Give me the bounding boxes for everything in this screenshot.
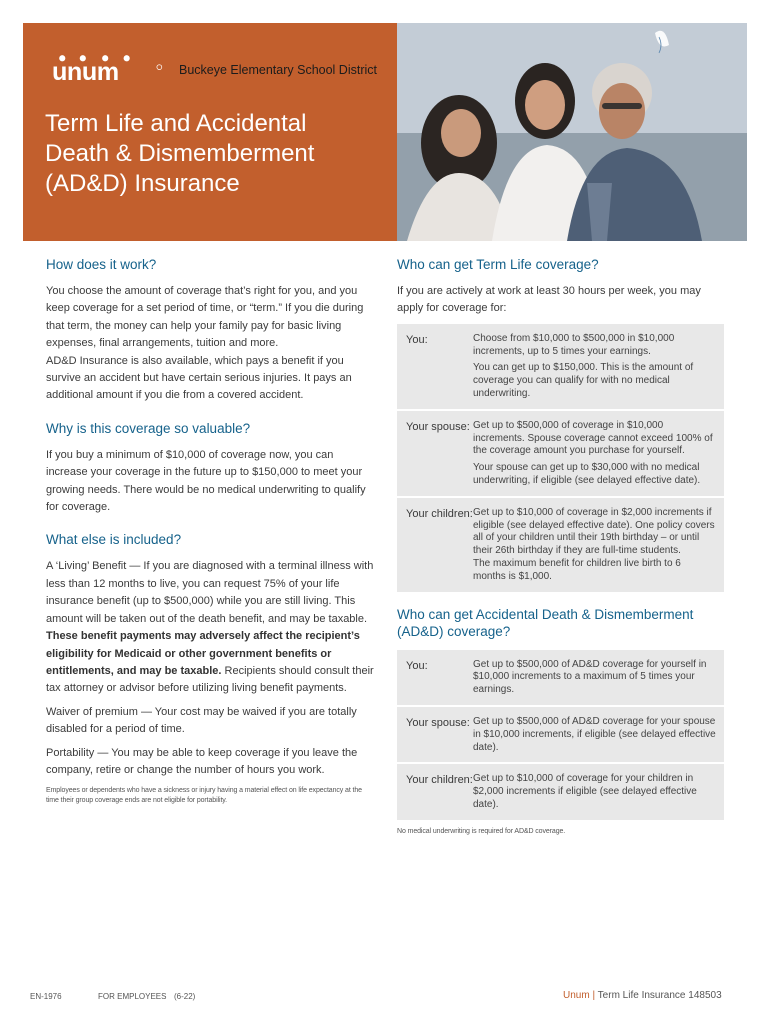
left-column — [46, 256, 376, 805]
hero-banner — [23, 23, 747, 241]
how-paragraph-2: AD&D Insurance is also available, which pays a benefit if you survive an accident but have certain serious injuries. It pays an additional amount if you die from a covered accident. — [46, 354, 352, 402]
row-description: Get up to $500,000 of AD&D coverage for your spouse in $10,000 increments, if eligible (see delayed effective date). — [473, 715, 716, 753]
living-benefit-paragraph: A ‘Living’ Benefit — If you are diagnosed with a terminal illness with less than 12 months to live, you can request 75% of your life insurance benefit (up to $500,000) while you are still living. This amount will be taken out of the death benefit, and may be taxable. These benefit payments may adversely affect the recipient’s eligibility for Medicaid or other government benefits or entitlements, and may be taxable. Recipients should consult their tax attorney or advisor before utilizing living benefit payments. — [46, 560, 374, 695]
table-row — [397, 707, 724, 764]
row-label: Your children: — [406, 507, 473, 520]
living-benefit-label: A ‘Living’ Benefit — [46, 560, 127, 573]
footer-doc-id: Unum | Term Life Insurance 148503 — [563, 990, 722, 1001]
portability-paragraph: Portability — You may be able to keep coverage if you leave the company, retire or change the number of hours you work. — [46, 746, 358, 776]
add-table — [397, 650, 724, 820]
how-paragraph-1: You choose the amount of coverage that’s right for you, and you keep coverage for a set period of time, or “term.” If you die during that term, the money can help your family pay for basic living expenses, final arrangements, tuition and more. — [46, 285, 364, 350]
row-label: You: — [406, 333, 428, 346]
right-column — [397, 256, 727, 836]
footer-brand: Unum — [563, 990, 590, 1001]
row-description: Get up to $10,000 of coverage for your children in $2,000 increments if eligible (see delayed effective date). — [473, 773, 697, 810]
footer-audience: FOR EMPLOYEES — [98, 992, 167, 1001]
row-label: Your spouse: — [406, 420, 470, 433]
district-name: Buckeye Elementary School District — [179, 63, 377, 77]
row-description: Choose from $10,000 to $500,000 in $10,000 increments, up to 5 times your earnings. You can get up to $150,000. This is the amount of coverage you can qualify for with no medical underwriting. — [473, 332, 694, 399]
portability-footnote: Employees or dependents who have a sickness or injury having a material effect on life expectancy at the time their group coverage ends are not eligible for portability. — [46, 787, 362, 804]
page-title: Term Life and Accidental Death & Dismemberment (AD&D) Insurance — [45, 110, 315, 197]
footer-code: EN-1976 — [30, 992, 62, 1001]
else-heading: What else is included? — [46, 532, 182, 548]
portability-label: Portability — [46, 746, 95, 759]
unum-logo — [48, 55, 168, 83]
row-label: Your spouse: — [406, 716, 470, 729]
row-label: Your children: — [406, 774, 473, 787]
table-row — [397, 650, 724, 707]
living-benefit-warning: These benefit payments may adversely affect the recipient’s eligibility for Medicaid or other government benefits or entitlements, and may be taxable. — [46, 630, 360, 677]
why-heading: Why is this coverage so valuable? — [46, 420, 251, 436]
add-note: No medical underwriting is required for AD&D coverage. — [397, 827, 566, 835]
family-photo — [397, 23, 747, 241]
term-life-intro: If you are actively at work at least 30 hours per week, you may apply for coverage for: — [397, 285, 701, 315]
family-photo-illustration — [397, 23, 747, 241]
term-life-heading: Who can get Term Life coverage? — [397, 257, 599, 272]
hero-color-band — [23, 23, 397, 241]
row-description: Get up to $10,000 of coverage in $2,000 increments if eligible (see delayed effective date). One policy covers all of your children until their 19th birthday – or until their 26th birthday if they are full-time students. The maximum benefit for children live birth to 6 months is $1,000. — [473, 506, 715, 582]
table-row — [397, 411, 724, 498]
add-heading: Who can get Accidental Death & Dismemberment (AD&D) coverage? — [397, 606, 694, 639]
svg-text:unum: unum — [52, 58, 119, 83]
why-paragraph: If you buy a minimum of $10,000 of coverage now, you can increase your coverage in the future up to $150,000 to meet your growing needs. There would be no medical underwriting to qualify for coverage. — [46, 448, 366, 514]
how-heading: How does it work? — [46, 257, 157, 272]
waiver-label: Waiver of premium — [46, 705, 138, 718]
row-label: You: — [406, 659, 428, 672]
footer-date: (6-22) — [174, 992, 196, 1001]
waiver-paragraph: Waiver of premium — Your cost may be waived if you are totally disabled for a period of time. — [46, 705, 357, 736]
table-row — [397, 324, 724, 411]
term-life-table — [397, 324, 724, 592]
table-row — [397, 764, 724, 819]
row-description: Get up to $500,000 of AD&D coverage for yourself in $10,000 increments to a maximum of 5 times your earnings. — [473, 658, 707, 696]
row-description: Get up to $500,000 of coverage in $10,000 increments. Spouse coverage cannot exceed 100% of the coverage amount you purchase for yourself. Your spouse can get up to $30,000 with no medical underwriting, if eligible (see delayed effective date). — [473, 419, 713, 486]
table-row — [397, 498, 724, 592]
